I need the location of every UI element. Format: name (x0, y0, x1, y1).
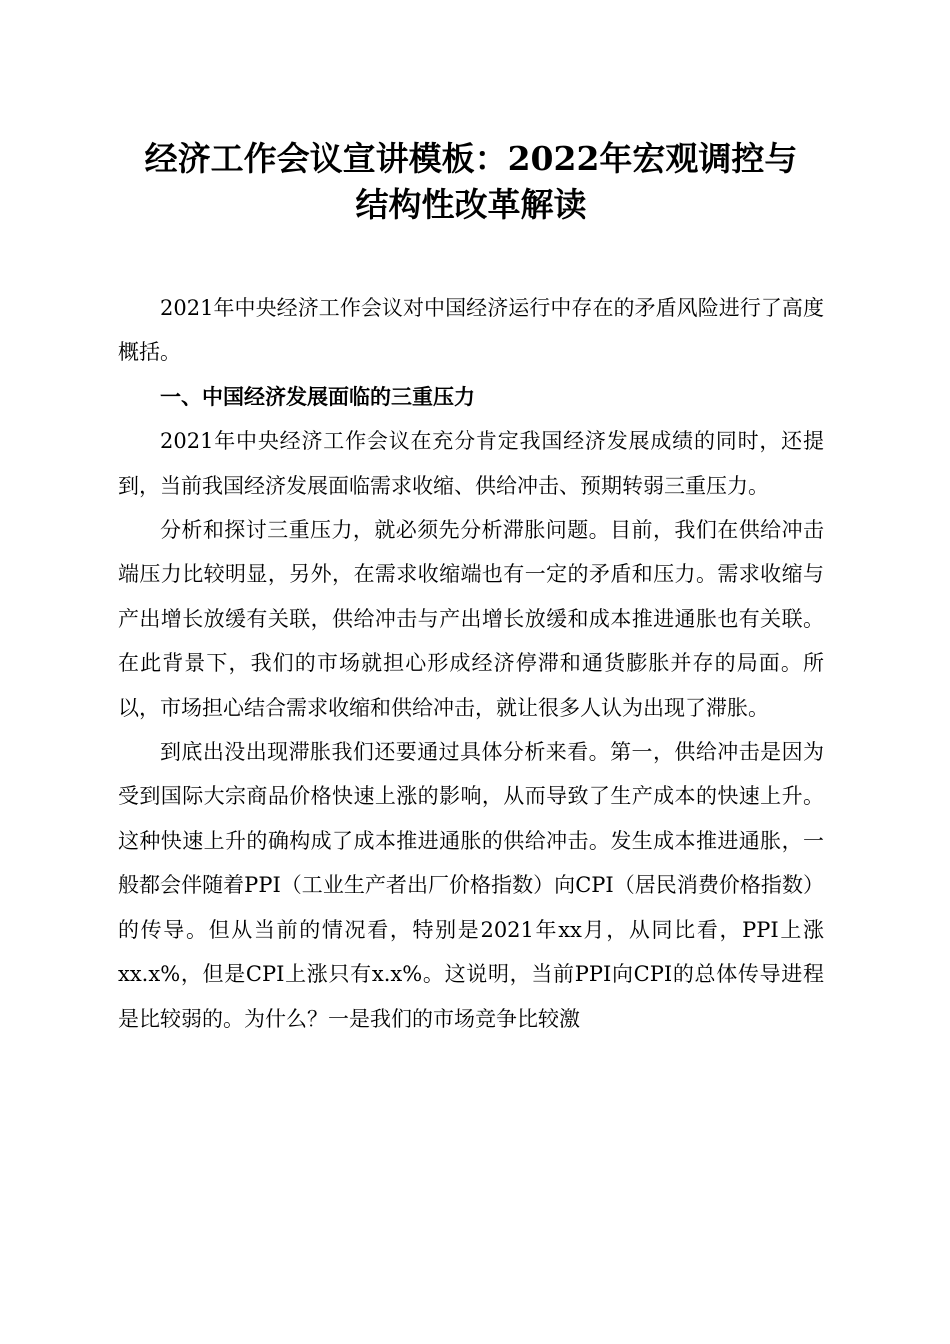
document-body (118, 286, 824, 1041)
title-line-2: 结构性改革解读 (355, 185, 587, 224)
body-paragraph-1: 2021年中央经济工作会议在充分肯定我国经济发展成绩的同时，还提到，当前我国经济发展面临需求收缩、供给冲击、预期转弱三重压力。 (118, 429, 824, 498)
section-heading-1: 一、中国经济发展面临的三重压力 (160, 384, 475, 409)
document-title (118, 136, 824, 228)
title-line-1: 经济工作会议宣讲模板：2022年宏观调控与 (144, 139, 798, 178)
body-paragraph-3: 到底出没出现滞胀我们还要通过具体分析来看。第一，供给冲击是因为受到国际大宗商品价格快速上涨的影响，从而导致了生产成本的快速上升。这种快速上升的确构成了成本推进通胀的供给冲击。发生成本推进通胀，一般都会伴随着PPI（工业生产者出厂价格指数）向CPI（居民消费价格指数）的传导。但从当前的情况看，特别是2021年xx月，从同比看，PPI上涨xx.x%，但是CPI上涨只有x.x%。这说明，当前PPI向CPI的总体传导进程是比较弱的。为什么？一是我们的市场竞争比较激 (118, 740, 824, 1031)
body-paragraph-2: 分析和探讨三重压力，就必须先分析滞胀问题。目前，我们在供给冲击端压力比较明显，另外，在需求收缩端也有一定的矛盾和压力。需求收缩与产出增长放缓有关联，供给冲击与产出增长放缓和成本推进通胀也有关联。在此背景下，我们的市场就担心形成经济停滞和通货膨胀并存的局面。所以，市场担心结合需求收缩和供给冲击，就让很多人认为出现了滞胀。 (118, 518, 824, 720)
intro-paragraph: 2021年中央经济工作会议对中国经济运行中存在的矛盾风险进行了高度概括。 (118, 296, 824, 365)
